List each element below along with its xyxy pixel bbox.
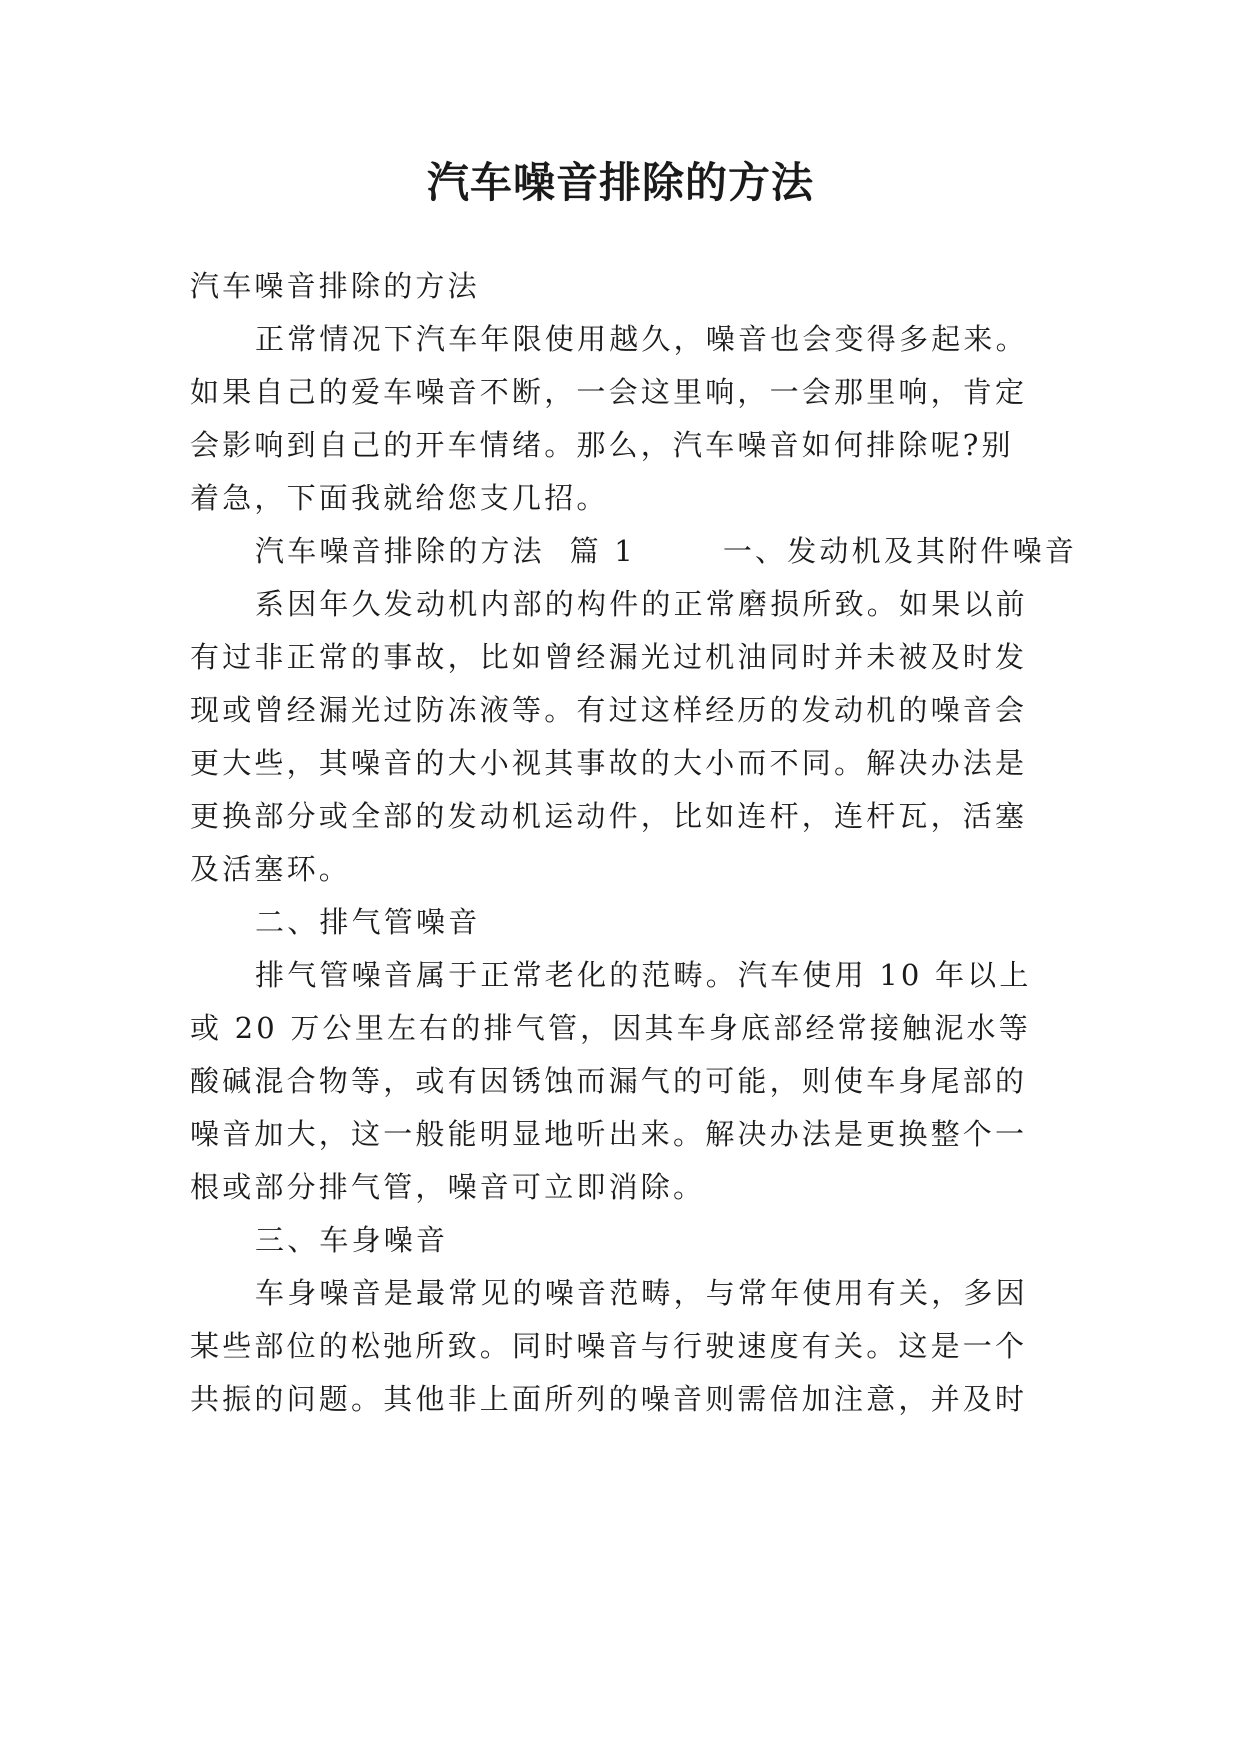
text-line: 正常情况下汽车年限使用越久，噪音也会变得多起来。 bbox=[255, 322, 1028, 356]
text-line: 共振的问题。其他非上面所列的噪音则需倍加注意，并及时 bbox=[190, 1382, 1028, 1416]
document-title: 汽车噪音排除的方法 bbox=[426, 158, 814, 207]
text-line: 更换部分或全部的发动机运动件，比如连杆，连杆瓦，活塞 bbox=[190, 799, 1028, 833]
text-line: 会影响到自己的开车情绪。那么，汽车噪音如何排除呢?别 bbox=[190, 428, 1014, 462]
text-line: 有过非正常的事故，比如曾经漏光过机油同时并未被及时发 bbox=[190, 640, 1028, 674]
text-line: 或 20 万公里左右的排气管，因其车身底部经常接触泥水等 bbox=[190, 1011, 1031, 1045]
text-line: 汽车噪音排除的方法 bbox=[190, 269, 480, 303]
text-line: 及活塞环。 bbox=[190, 852, 352, 886]
text-line: 如果自己的爱车噪音不断，一会这里响，一会那里响，肯定 bbox=[190, 375, 1028, 409]
text-line: 着急，下面我就给您支几招。 bbox=[190, 481, 609, 515]
text-line: 更大些，其噪音的大小视其事故的大小而不同。解决办法是 bbox=[190, 746, 1028, 780]
text-line: 酸碱混合物等，或有因锈蚀而漏气的可能，则使车身尾部的 bbox=[190, 1064, 1028, 1098]
text-line: 车身噪音是最常见的噪音范畴，与常年使用有关，多因 bbox=[255, 1276, 1028, 1310]
section-heading: 三、车身噪音 bbox=[255, 1223, 449, 1257]
text-line: 噪音加大，这一般能明显地听出来。解决办法是更换整个一 bbox=[190, 1117, 1028, 1151]
text-line: 根或部分排气管，噪音可立即消除。 bbox=[190, 1170, 706, 1204]
text-line: 系因年久发动机内部的构件的正常磨损所致。如果以前 bbox=[255, 587, 1028, 621]
text-line: 现或曾经漏光过防冻液等。有过这样经历的发动机的噪音会 bbox=[190, 693, 1028, 727]
section-heading: 二、排气管噪音 bbox=[255, 905, 481, 939]
text-line: 汽车噪音排除的方法 篇 1 一、发动机及其附件噪音 bbox=[255, 534, 1078, 568]
text-line: 某些部位的松弛所致。同时噪音与行驶速度有关。这是一个 bbox=[190, 1329, 1028, 1363]
text-line: 排气管噪音属于正常老化的范畴。汽车使用 10 年以上 bbox=[255, 958, 1032, 992]
